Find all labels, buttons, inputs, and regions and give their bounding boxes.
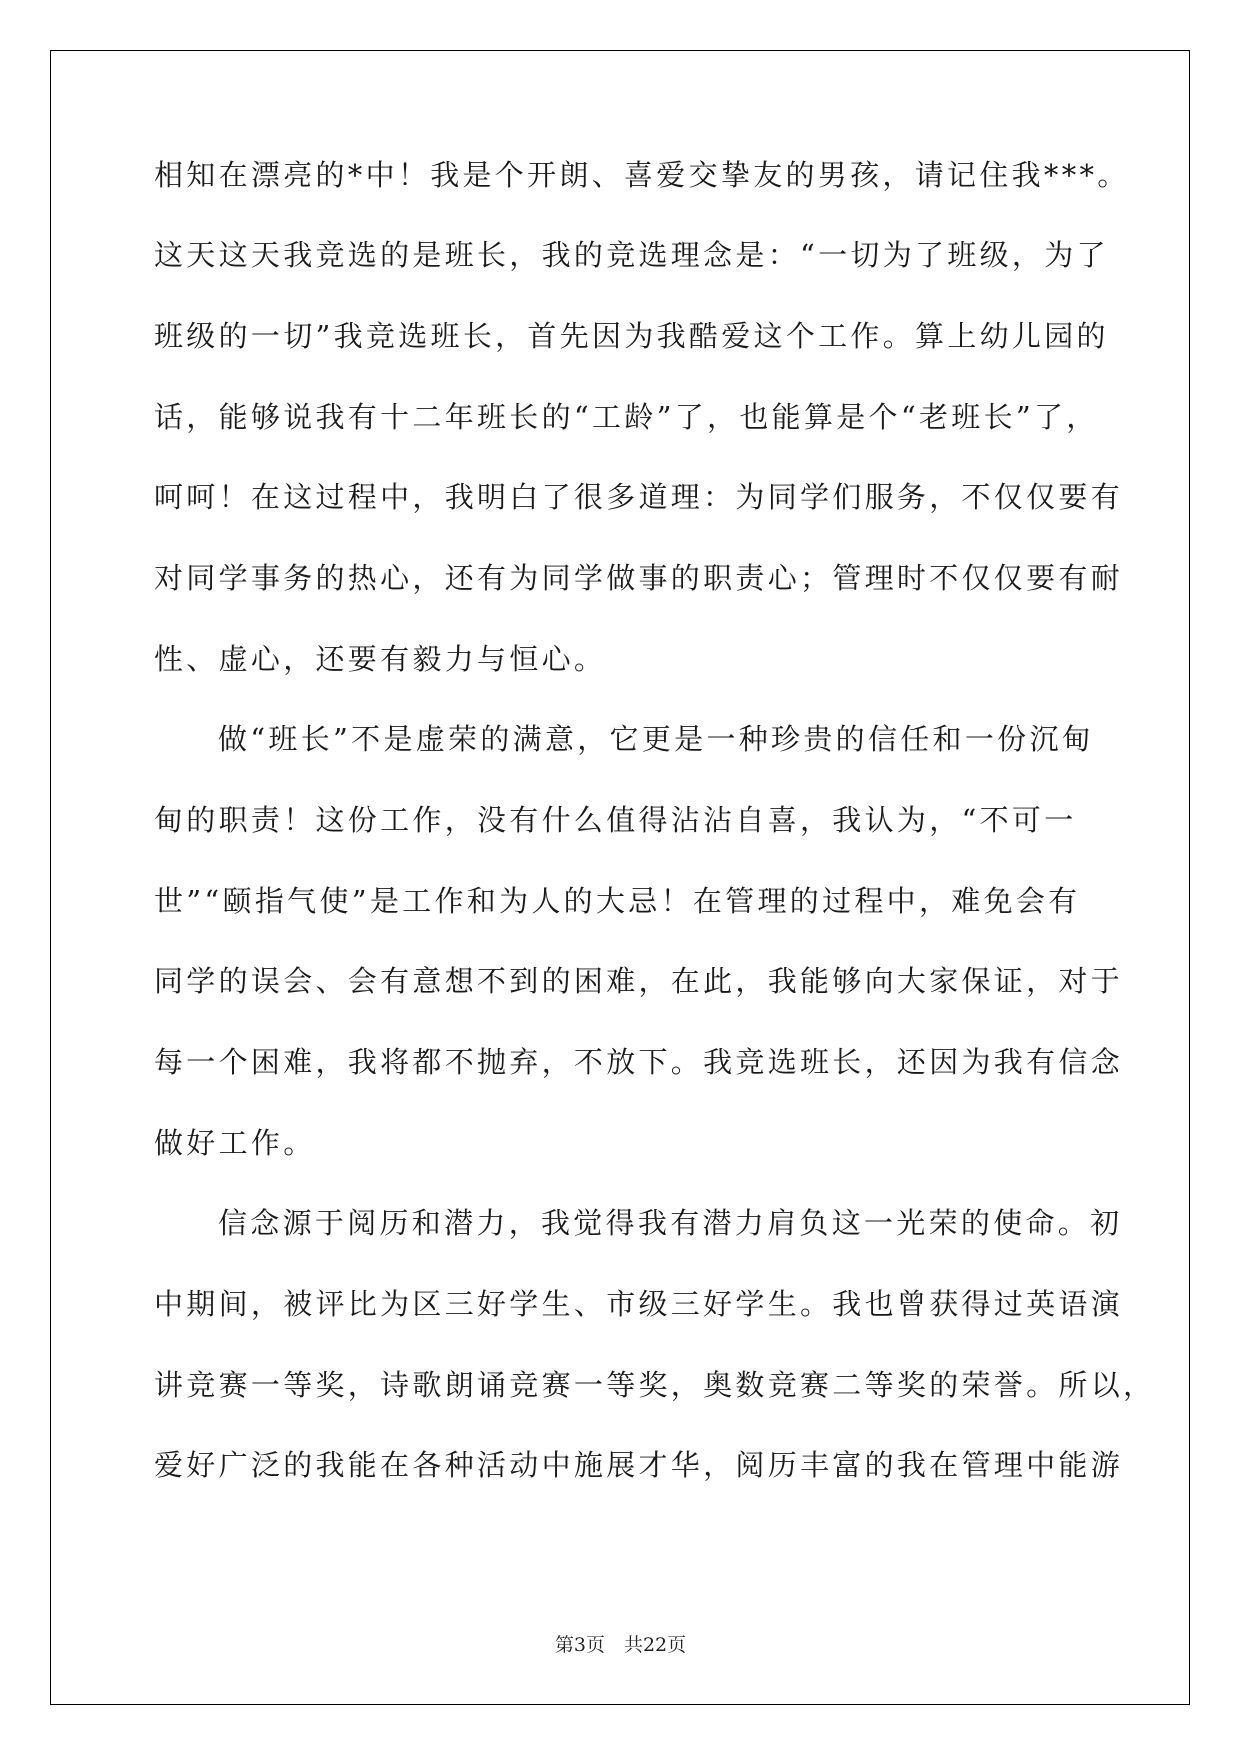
text-line: 相知在漂亮的*中！我是个开朗、喜爱交挚友的男孩，请记住我***。 [154,158,1130,192]
text-line: 每一个困难，我将都不抛弃，不放下。我竞选班长，还因为我有信念 [154,1045,1124,1079]
page-number: 第3页 共22页 [554,1634,687,1656]
text-line: 世”“颐指气使”是工作和为人的大忌！在管理的过程中，难免会有 [154,884,1081,918]
text-line: 中期间，被评比为区三好学生、市级三好学生。我也曾获得过英语演 [154,1287,1124,1321]
text-line: 性、虚心，还要有毅力与恒心。 [154,642,607,676]
text-line: 讲竞赛一等奖，诗歌朗诵竞赛一等奖，奥数竞赛二等奖的荣誉。所以， [154,1368,1156,1402]
text-line: 做“班长”不是虚荣的满意，它更是一种珍贵的信任和一份沉甸 [218,722,1095,756]
text-line: 班级的一切”我竞选班长，首先因为我酷爱这个工作。算上幼儿园的 [154,319,1109,353]
text-line: 做好工作。 [154,1126,316,1160]
text-line: 这天这天我竞选的是班长，我的竞选理念是：“一切为了班级，为了 [154,238,1109,272]
text-line: 甸的职责！这份工作，没有什么值得沾沾自喜，我认为，“不可一 [154,803,1077,837]
text-line: 爱好广泛的我能在各种活动中施展才华，阅历丰富的我在管理中能游 [154,1448,1124,1482]
text-line: 对同学事务的热心，还有为同学做事的职责心；管理时不仅仅要有耐 [154,561,1124,595]
text-line: 同学的误会、会有意想不到的困难，在此，我能够向大家保证，对于 [154,964,1124,998]
text-line: 信念源于阅历和潜力，我觉得我有潜力肩负这一光荣的使命。初 [218,1206,1123,1240]
text-line: 话，能够说我有十二年班长的“工龄”了，也能算是个“老班长”了， [154,400,1099,434]
text-line: 呵呵！在这过程中，我明白了很多道理：为同学们服务，不仅仅要有 [154,480,1124,514]
